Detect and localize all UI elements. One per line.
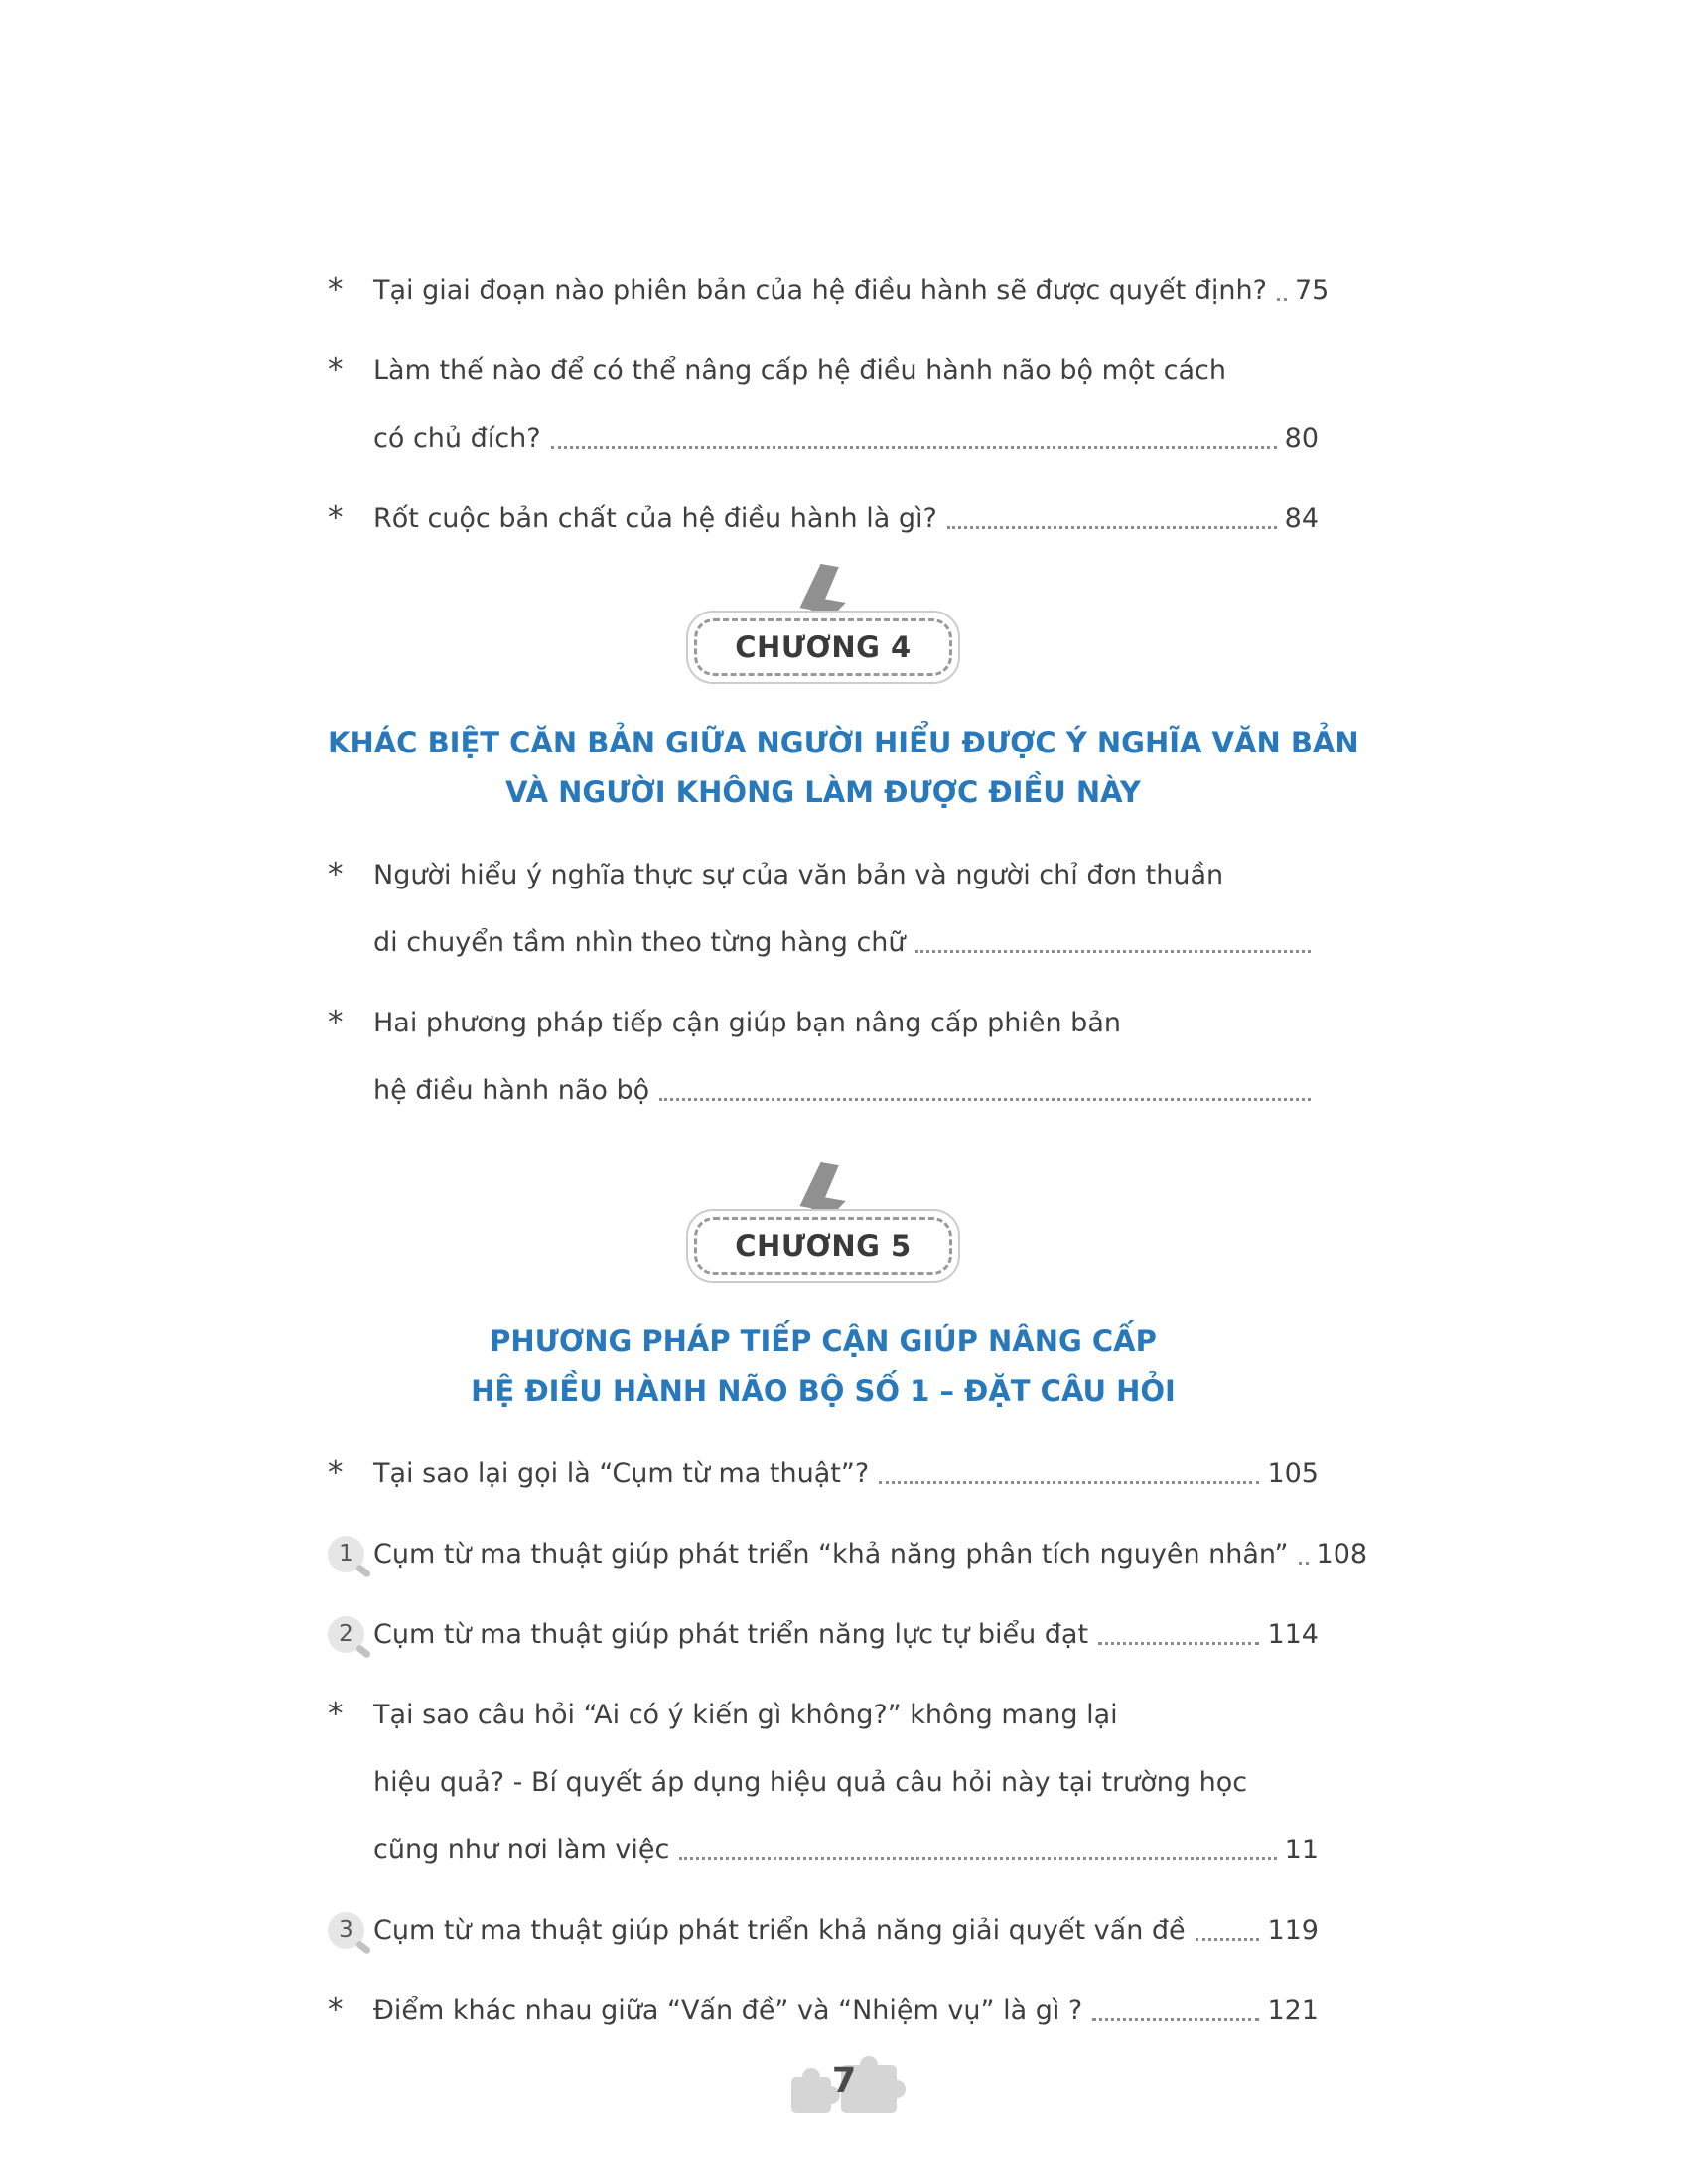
toc-entry-page: 11 — [1284, 1834, 1319, 1865]
page-number: 7 — [831, 2061, 857, 2101]
chapter-5-badge-label: CHƯƠNG 5 — [694, 1217, 951, 1275]
toc-entry — [328, 989, 1319, 1124]
toc-entry-text: hiệu quả? - Bí quyết áp dụng hiệu quả câu hỏi này tại trường học — [373, 1766, 1248, 1798]
chapter-5-badge — [686, 1209, 959, 1283]
chapter-4-badge-group — [686, 565, 959, 684]
bullet-asterisk: * — [328, 1992, 344, 2028]
numbered-bullet-2: 2 — [328, 1616, 364, 1653]
toc-entry-page: 121 — [1267, 1994, 1319, 2026]
toc-entry-page: 75 — [1294, 274, 1330, 306]
toc-entry-page: 108 — [1316, 1538, 1368, 1570]
toc-entry-text: hệ điều hành não bộ — [373, 1074, 650, 1106]
toc-entry-text: Tại sao lại gọi là “Cụm từ ma thuật”? — [373, 1457, 870, 1489]
toc-entry-text: Cụm từ ma thuật giúp phát triển “khả năng phân tích nguyên nhân” — [373, 1538, 1289, 1570]
bullet-asterisk: * — [328, 1455, 344, 1491]
chapter-5-title — [328, 1316, 1319, 1416]
toc-entry — [328, 1977, 1319, 2044]
dot-leader — [1277, 298, 1287, 301]
toc-entry — [328, 1896, 1319, 1964]
toc-section-c — [328, 1439, 1368, 2044]
toc-entry-page: 119 — [1267, 1914, 1319, 1946]
bullet-asterisk: * — [328, 857, 344, 892]
dot-leader — [879, 1481, 1259, 1484]
chapter-4-badge-label: CHƯƠNG 4 — [694, 618, 951, 676]
chapter-5-heading — [328, 1163, 1319, 1416]
chapter-4-badge — [686, 611, 959, 684]
toc-entry-text: cũng như nơi làm việc — [373, 1834, 670, 1865]
toc-entry-page: 84 — [1284, 502, 1319, 534]
toc-entry — [328, 1600, 1319, 1668]
toc-entry-text: Rốt cuộc bản chất của hệ điều hành là gì? — [373, 502, 937, 534]
numbered-bullet-3: 3 — [328, 1912, 364, 1949]
bullet-asterisk: * — [328, 352, 344, 388]
toc-entry — [328, 841, 1319, 976]
numbered-bullet-1: 1 — [328, 1536, 364, 1572]
chapter-4-title — [328, 718, 1359, 817]
toc-entry-text: Điểm khác nhau giữa “Vấn đề” và “Nhiệm vụ” là gì ? — [373, 1994, 1083, 2026]
toc-entry-text: Người hiểu ý nghĩa thực sự của văn bản và người chỉ đơn thuần — [373, 859, 1224, 890]
toc-entry — [328, 1439, 1319, 1507]
toc-entry-text: Cụm từ ma thuật giúp phát triển khả năng giải quyết vấn đề — [373, 1914, 1186, 1946]
chapter-4-title-line: VÀ NGƯỜI KHÔNG LÀM ĐƯỢC ĐIỀU NÀY — [505, 775, 1141, 809]
toc-entry-text: Hai phương pháp tiếp cận giúp bạn nâng cấp phiên bản — [373, 1007, 1121, 1038]
bullet-asterisk: * — [328, 272, 344, 308]
chapter-5-badge-group — [686, 1163, 959, 1283]
dot-leader — [679, 1857, 1276, 1860]
toc-entry-text: Làm thế nào để có thể nâng cấp hệ điều hành não bộ một cách — [373, 354, 1226, 386]
bullet-asterisk: * — [328, 500, 344, 536]
chapter-5-title-line: PHƯƠNG PHÁP TIẾP CẬN GIÚP NÂNG CẤP — [490, 1324, 1157, 1358]
toc-entry — [328, 484, 1319, 552]
toc-entry-text: di chuyển tầm nhìn theo từng hàng chữ — [373, 926, 906, 958]
bullet-asterisk: * — [328, 1697, 344, 1732]
toc-entry-text: Tại giai đoạn nào phiên bản của hệ điều hành sẽ được quyết định? — [373, 274, 1267, 306]
toc-entry-page: 114 — [1267, 1618, 1319, 1650]
bullet-asterisk: * — [328, 1005, 344, 1040]
toc-section-b — [328, 841, 1319, 1124]
toc-entry-page: 105 — [1267, 1457, 1319, 1489]
toc-entry-page: 80 — [1284, 422, 1319, 454]
toc-entry — [328, 1520, 1368, 1587]
dot-leader — [659, 1098, 1311, 1101]
dot-leader — [1196, 1938, 1260, 1941]
chapter-4-title-line: KHÁC BIỆT CĂN BẢN GIỮA NGƯỜI HIỂU ĐƯỢC Ý NGHĨA VĂN BẢN — [328, 726, 1359, 759]
chapter-5-title-line: HỆ ĐIỀU HÀNH NÃO BỘ SỐ 1 – ĐẶT CÂU HỎI — [471, 1374, 1176, 1408]
dot-leader — [947, 526, 1277, 529]
toc-section-a — [328, 256, 1330, 552]
dot-leader — [1299, 1562, 1309, 1565]
dot-leader — [551, 446, 1277, 449]
toc-entry — [328, 256, 1330, 324]
dot-leader — [1098, 1642, 1259, 1645]
puzzle-icon — [770, 2045, 918, 2128]
toc-entry — [328, 337, 1319, 472]
toc-entry-text: có chủ đích? — [373, 422, 541, 454]
dot-leader — [915, 950, 1311, 953]
toc-entry-text: Cụm từ ma thuật giúp phát triển năng lực tự biểu đạt — [373, 1618, 1089, 1650]
toc-entry-text: Tại sao câu hỏi “Ai có ý kiến gì không?” không mang lại — [373, 1699, 1118, 1730]
toc-entry — [328, 1681, 1319, 1883]
dot-leader — [1092, 2018, 1259, 2021]
page-footer — [0, 2045, 1688, 2132]
chapter-4-heading — [328, 565, 1359, 817]
